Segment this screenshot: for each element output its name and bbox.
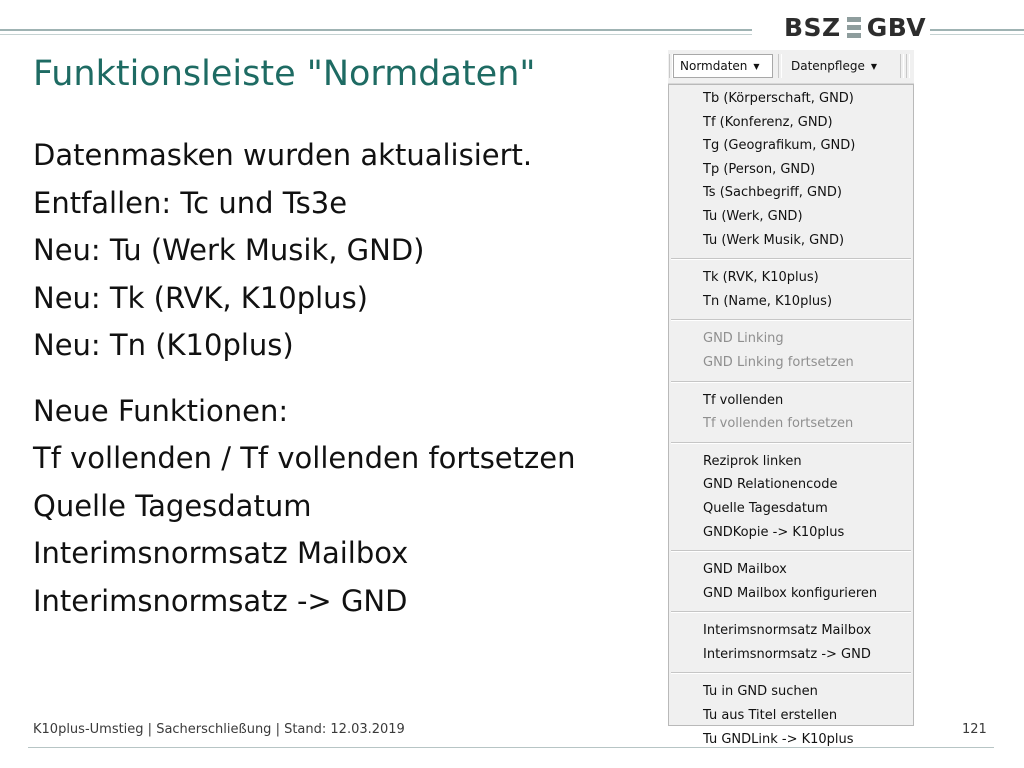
- normdaten-menu-screenshot: [668, 50, 914, 747]
- slide-body: [33, 132, 653, 625]
- footer-rule: [28, 747, 994, 748]
- menu-separator: [671, 381, 911, 383]
- datenpflege-dropdown-button[interactable]: [784, 54, 894, 78]
- body-line: Tf vollenden / Tf vollenden fortsetzen: [33, 441, 576, 475]
- menu-item[interactable]: GND Mailbox: [703, 562, 787, 578]
- slide-title: Funktionsleiste "Normdaten": [33, 54, 536, 94]
- logo-mark-icon: [847, 17, 861, 38]
- chevron-down-icon: ▼: [753, 61, 760, 71]
- menu-item[interactable]: Interimsnormsatz -> GND: [703, 646, 871, 662]
- chevron-down-icon: ▼: [870, 61, 878, 71]
- menu-separator: [671, 611, 911, 613]
- menu-group: [669, 448, 913, 546]
- menu-item[interactable]: Reziprok linken: [703, 453, 802, 469]
- menu-item[interactable]: Ts (Sachbegriff, GND): [703, 185, 842, 201]
- menu-separator: [671, 672, 911, 674]
- body-spacer: [33, 370, 653, 388]
- body-line: Neu: Tk (RVK, K10plus): [33, 280, 368, 315]
- menu-item[interactable]: Tf vollenden: [703, 392, 784, 408]
- menu-item[interactable]: Tu GNDLink -> K10plus: [703, 731, 854, 747]
- menu-item[interactable]: Tu (Werk, GND): [703, 208, 803, 224]
- header-rule-left: [0, 29, 752, 31]
- menu-group: [669, 678, 913, 753]
- toolbar-separator: [778, 54, 782, 78]
- menu-item[interactable]: Tb (Körperschaft, GND): [703, 91, 854, 106]
- body-line: Interimsnormsatz -> GND: [33, 583, 408, 618]
- normdaten-dropdown-button[interactable]: [673, 54, 773, 78]
- menu-item[interactable]: Interimsnormsatz Mailbox: [703, 623, 872, 639]
- page-number: 121: [962, 722, 987, 737]
- bsz-gbv-logo: [784, 8, 927, 46]
- menu-group: [669, 325, 913, 376]
- menu-group: [669, 387, 913, 438]
- menu-item[interactable]: Tp (Person, GND): [703, 161, 816, 177]
- header-rule-left-thin: [0, 34, 752, 35]
- function-toolbar: [668, 50, 914, 84]
- menu-separator: [671, 319, 911, 321]
- body-line: Entfallen: Tc und Ts3e: [33, 185, 348, 220]
- menu-group: [669, 264, 913, 315]
- normdaten-label: Normdaten: [680, 59, 748, 73]
- menu-separator: [671, 442, 911, 444]
- menu-item[interactable]: Tu (Werk Musik, GND): [703, 232, 845, 248]
- menu-item: Tf vollenden fortsetzen: [703, 416, 854, 432]
- menu-item[interactable]: GNDKopie -> K10plus: [703, 524, 845, 540]
- menu-item: GND Linking: [703, 331, 784, 347]
- menu-group: [669, 85, 913, 254]
- logo-left-text: BSZ: [784, 12, 841, 42]
- menu-item[interactable]: Tg (Geografikum, GND): [703, 138, 856, 154]
- normdaten-dropdown-menu: [668, 84, 914, 747]
- body-line: Quelle Tagesdatum: [33, 488, 312, 523]
- menu-item[interactable]: Tf (Konferenz, GND): [703, 114, 833, 130]
- header-rule-right-thin: [930, 34, 1024, 35]
- body-line: Neu: Tu (Werk Musik, GND): [33, 233, 425, 267]
- menu-item[interactable]: Tu in GND suchen: [703, 684, 818, 700]
- menu-item[interactable]: Tk (RVK, K10plus): [703, 270, 819, 286]
- body-line: Interimsnormsatz Mailbox: [33, 536, 409, 570]
- menu-separator: [671, 550, 911, 552]
- logo-right-text: GBV: [866, 12, 927, 42]
- toolbar-separator: [906, 54, 910, 78]
- body-line: Neue Funktionen:: [33, 393, 289, 428]
- footer-text: K10plus-Umstieg | Sacherschließung | Stand: 12.03.2019: [33, 722, 405, 737]
- menu-item[interactable]: Tn (Name, K10plus): [703, 293, 833, 309]
- header-rule-right: [930, 29, 1024, 31]
- menu-item[interactable]: GND Relationencode: [703, 477, 838, 493]
- datenpflege-label: Datenpflege: [791, 59, 865, 73]
- menu-separator: [671, 258, 911, 260]
- menu-item[interactable]: Quelle Tagesdatum: [703, 500, 828, 516]
- menu-group: [669, 617, 913, 668]
- body-line: Datenmasken wurden aktualisiert.: [33, 138, 533, 172]
- body-line: Neu: Tn (K10plus): [33, 328, 294, 362]
- toolbar-separator: [900, 54, 904, 78]
- menu-item: GND Linking fortsetzen: [703, 354, 854, 370]
- menu-item[interactable]: Tu aus Titel erstellen: [703, 708, 838, 724]
- menu-item[interactable]: GND Mailbox konfigurieren: [703, 585, 878, 601]
- menu-group: [669, 556, 913, 607]
